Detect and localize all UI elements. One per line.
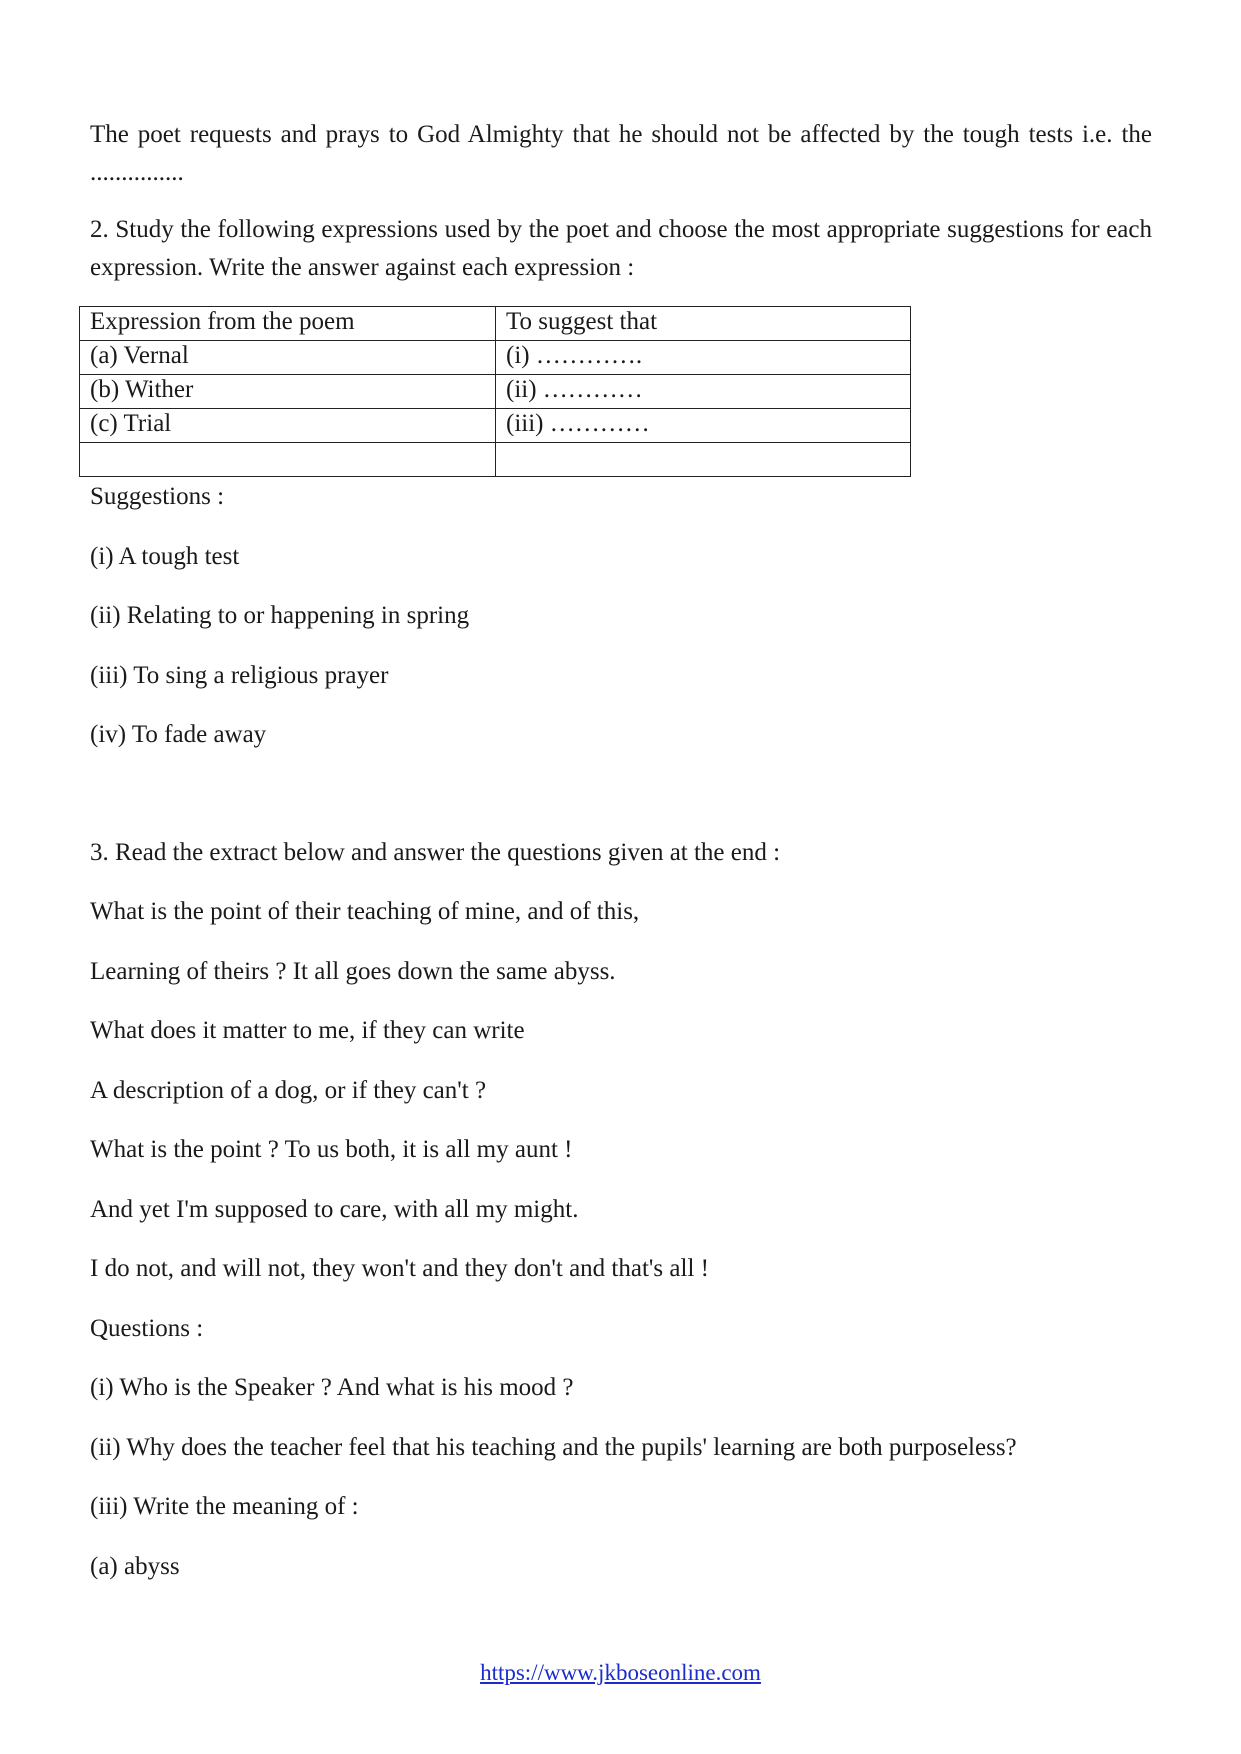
question-item: (i) Who is the Speaker ? And what is his mood ? <box>90 1374 574 1401</box>
suggestions-title: Suggestions : <box>90 483 225 510</box>
extract-line: What is the point ? To us both, it is all my aunt ! <box>90 1136 573 1163</box>
table-cell <box>80 443 496 477</box>
suggestion-item: (iii) To sing a religious prayer <box>90 661 389 689</box>
suggestion-item: (iv) To fade away <box>90 721 267 748</box>
question-item: (iii) Write the meaning of : <box>90 1493 359 1520</box>
questions-title: Questions : <box>90 1314 204 1342</box>
question-2-prompt: 2. Study the following expressions used by the poet and choose the most appropriate suggestions for each expression. Write the answer against each expression : <box>90 216 1152 281</box>
table-cell: (iii) ………… <box>496 409 911 443</box>
extract-line: And yet I'm supposed to care, with all my might. <box>90 1195 579 1223</box>
table-row <box>80 443 911 477</box>
table-cell: (b) Wither <box>80 375 496 409</box>
question-item: (ii) Why does the teacher feel that his teaching and the pupils' learning are both purposeless? <box>90 1433 1017 1461</box>
table-cell: (c) Trial <box>80 409 496 443</box>
document-page <box>90 116 1152 1585</box>
question-3-prompt: 3. Read the extract below and answer the questions given at the end : <box>90 838 781 866</box>
footer-link[interactable]: https://www.jkboseonline.com <box>480 1660 761 1685</box>
extract-line: What does it matter to me, if they can write <box>90 1017 525 1044</box>
table-row <box>80 409 911 443</box>
intro-paragraph: The poet requests and prays to God Almighty that he should not be affected by the tough tests i.e. the ............... <box>90 121 1152 186</box>
table-cell: (ii) ………… <box>496 375 911 409</box>
table-cell: (i) …………. <box>496 341 911 375</box>
table-header-cell: To suggest that <box>496 307 911 341</box>
table-cell <box>496 443 911 477</box>
extract-line: I do not, and will not, they won't and they don't and that's all ! <box>90 1255 709 1282</box>
question-item: (a) abyss <box>90 1552 180 1580</box>
table-header-row <box>80 307 911 341</box>
suggestion-item: (ii) Relating to or happening in spring <box>90 602 470 629</box>
table-cell: (a) Vernal <box>80 341 496 375</box>
extract-line: A description of a dog, or if they can't ? <box>90 1076 487 1104</box>
suggestion-item: (i) A tough test <box>90 542 240 570</box>
table-row <box>80 375 911 409</box>
extract-line: What is the point of their teaching of mine, and of this, <box>90 898 640 925</box>
extract-line: Learning of theirs ? It all goes down the same abyss. <box>90 957 616 985</box>
table-header-cell: Expression from the poem <box>80 307 496 341</box>
expression-table <box>79 306 911 477</box>
page-footer <box>0 1656 1241 1691</box>
table-row <box>80 341 911 375</box>
